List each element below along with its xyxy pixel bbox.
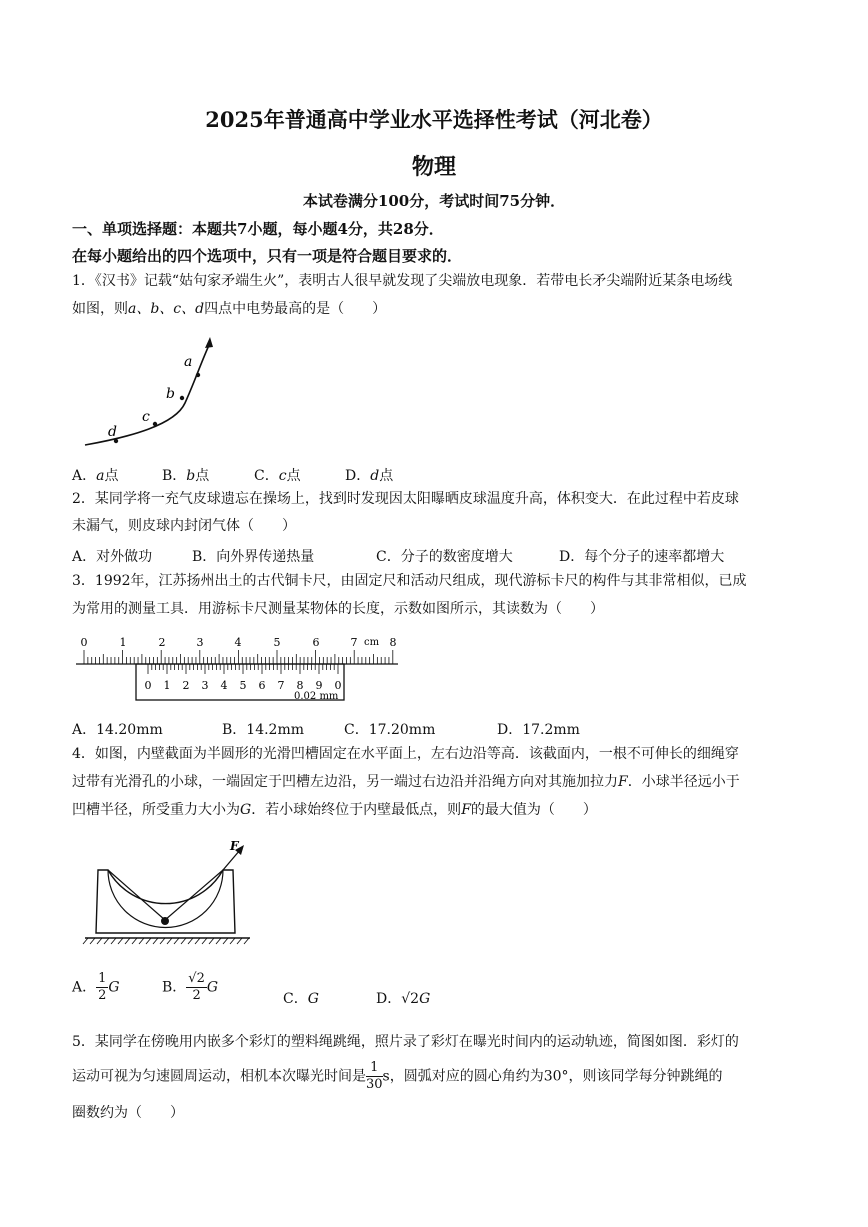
vernier-scale-ticks bbox=[148, 664, 338, 674]
option-var: G bbox=[307, 991, 319, 1007]
q4-line3-text-b: ．若小球始终位于内壁最低点，则 bbox=[251, 802, 462, 818]
ground-hatch-line bbox=[181, 938, 186, 944]
ground-hatch-line bbox=[139, 938, 144, 944]
q3-option-b[interactable]: B．14.2mm bbox=[222, 722, 305, 738]
field-line-arrow-icon bbox=[205, 337, 213, 348]
q4-line3-var: G bbox=[240, 802, 252, 818]
q4-line3-text-c: 的最大值为（ ） bbox=[470, 802, 597, 818]
ground-hatch-line bbox=[244, 938, 249, 944]
q4-line2-text-a: 过带有光滑孔的小球，一端固定于凹槽左边沿，另一端过右边沿并沿绳方向对其施加拉力 bbox=[72, 774, 618, 790]
point-c bbox=[153, 422, 157, 426]
q5-line2-text-b: ，圆弧对应的圆心角约为30°，则该同学每分钟跳绳的 bbox=[389, 1068, 723, 1085]
q2-option-c[interactable]: C．分子的数密度增大 bbox=[376, 549, 513, 565]
vernier-label: 1 bbox=[163, 679, 171, 692]
q2-option-a[interactable]: A．对外做功 bbox=[72, 549, 153, 565]
option-letter: D． bbox=[376, 991, 402, 1007]
option-letter: D． bbox=[345, 468, 371, 484]
point-a bbox=[196, 373, 200, 377]
option-var: b bbox=[186, 468, 196, 484]
ground-hatch-line bbox=[223, 938, 228, 944]
option-letter: C． bbox=[283, 991, 308, 1007]
option-letter: A． bbox=[72, 468, 97, 484]
ground-hatching bbox=[83, 938, 249, 944]
ground-hatch-line bbox=[188, 938, 193, 944]
q4-line2-text-b: ．小球半径远小于 bbox=[627, 774, 740, 790]
main-label: 3 bbox=[196, 636, 204, 649]
vernier-label: 7 bbox=[277, 679, 285, 692]
vernier-label: 8 bbox=[296, 679, 304, 692]
fraction-denominator: 2 bbox=[192, 988, 201, 1003]
option-text: 点 bbox=[195, 468, 210, 484]
option-var: c bbox=[278, 468, 287, 484]
q1-line2-vars: a、b、c、d bbox=[128, 301, 205, 317]
vernier-label: 6 bbox=[258, 679, 266, 692]
exam-title: 2025年普通高中学业水平选择性考试（河北卷） bbox=[205, 107, 663, 132]
main-label: 4 bbox=[234, 636, 242, 649]
vernier-label: 0 bbox=[144, 679, 152, 692]
q4-option-c[interactable] bbox=[283, 988, 319, 1008]
vernier-label: 0 bbox=[334, 679, 342, 692]
exposure-fraction bbox=[366, 1060, 383, 1093]
vernier-label: 5 bbox=[239, 679, 247, 692]
q4-option-b[interactable] bbox=[162, 971, 218, 1004]
ground-hatch-line bbox=[160, 938, 165, 944]
small-ball bbox=[161, 917, 169, 925]
ground-hatch-line bbox=[195, 938, 200, 944]
q5-line3: 圈数约为（ ） bbox=[72, 1105, 184, 1121]
option-text: 点 bbox=[286, 468, 301, 484]
main-label: 7 bbox=[350, 636, 358, 649]
ground-hatch-line bbox=[132, 938, 137, 944]
option-text: 点 bbox=[379, 468, 394, 484]
q5-line2-text-a: 运动可视为匀速圆周运动，相机本次曝光时间是 bbox=[72, 1068, 366, 1085]
ground-hatch-line bbox=[216, 938, 221, 944]
q3-option-d[interactable]: D．17.2mm bbox=[497, 722, 580, 738]
fraction-numerator: 1 bbox=[366, 1060, 383, 1077]
force-label: F bbox=[230, 839, 239, 853]
q1-option-a[interactable] bbox=[72, 465, 118, 485]
ground-hatch-line bbox=[230, 938, 235, 944]
ground-hatch-line bbox=[153, 938, 158, 944]
q4-line3 bbox=[72, 795, 597, 825]
option-letter: B． bbox=[162, 979, 187, 996]
ground-hatch-line bbox=[104, 938, 109, 944]
ground-hatch-line bbox=[83, 938, 88, 944]
main-scale-unit: cm bbox=[364, 637, 380, 648]
q3-line1: 3．1992年，江苏扬州出土的古代铜卡尺，由固定尺和活动尺组成，现代游标卡尺的构件与其非常相似，已成 bbox=[72, 573, 747, 589]
option-expr: √2 bbox=[401, 991, 420, 1007]
q3-option-a[interactable]: A．14.20mm bbox=[72, 722, 163, 738]
main-label: 6 bbox=[312, 636, 320, 649]
label-b: b bbox=[166, 386, 175, 402]
ground-hatch-line bbox=[174, 938, 179, 944]
exam-note: 本试卷满分100分，考试时间75分钟． bbox=[302, 192, 566, 210]
q2-line1: 2．某同学将一充气皮球遗忘在操场上，找到时发现因太阳曝晒皮球温度升高，体积变大．在此过程中若皮球 bbox=[72, 491, 739, 507]
option-var: G bbox=[419, 991, 431, 1007]
option-text: 点 bbox=[104, 468, 119, 484]
q1-field-line-figure bbox=[80, 335, 220, 450]
ground-hatch-line bbox=[111, 938, 116, 944]
label-d: d bbox=[108, 424, 117, 440]
q5-line1: 5．某同学在傍晚用内嵌多个彩灯的塑料绳跳绳，照片录了彩灯在曝光时间内的运动轨迹，简图如图．彩灯的 bbox=[72, 1034, 739, 1050]
q4-line2 bbox=[72, 767, 740, 797]
q3-vernier-caliper-figure bbox=[72, 632, 412, 704]
point-b bbox=[180, 396, 184, 400]
q4-line2-var: F bbox=[618, 774, 628, 790]
q1-line2 bbox=[72, 294, 386, 324]
vernier-label: 4 bbox=[220, 679, 228, 692]
q4-line1: 4．如图，内壁截面为半圆形的光滑凹槽固定在水平面上，左右边沿等高．该截面内，一根不可伸长的细绳穿 bbox=[72, 746, 739, 762]
vernier-label: 9 bbox=[315, 679, 323, 692]
main-scale-ticks bbox=[84, 650, 393, 664]
q1-line2-text-b: 四点中电势最高的是（ ） bbox=[204, 301, 387, 317]
subject-title: 物理 bbox=[411, 154, 456, 180]
main-label: 2 bbox=[158, 636, 166, 649]
vernier-label: 3 bbox=[201, 679, 209, 692]
fraction-denominator: 2 bbox=[98, 988, 107, 1003]
ground-hatch-line bbox=[146, 938, 151, 944]
ground-hatch-line bbox=[118, 938, 123, 944]
q5-unit: s bbox=[382, 1068, 390, 1085]
vernier-label: 2 bbox=[182, 679, 190, 692]
rope-left bbox=[108, 870, 165, 920]
main-scale-labels bbox=[81, 636, 397, 649]
ground-hatch-line bbox=[237, 938, 242, 944]
main-label: 5 bbox=[273, 636, 281, 649]
fraction-numerator: √2 bbox=[188, 971, 205, 986]
fraction bbox=[96, 971, 108, 1004]
section-heading: 一、单项选择题：本题共7小题，每小题4分，共28分． bbox=[72, 220, 444, 238]
ground-hatch-line bbox=[97, 938, 102, 944]
ground-hatch-line bbox=[90, 938, 95, 944]
fraction-denominator: 30 bbox=[366, 1077, 383, 1092]
ground-hatch-line bbox=[167, 938, 172, 944]
q1-option-d[interactable] bbox=[345, 465, 393, 485]
option-letter: B． bbox=[162, 468, 187, 484]
q4-option-d[interactable] bbox=[376, 988, 430, 1008]
force-line bbox=[223, 850, 240, 870]
option-var: G bbox=[206, 979, 219, 996]
q2-option-d[interactable]: D．每个分子的速率都增大 bbox=[559, 549, 725, 565]
section-instruction: 在每小题给出的四个选项中，只有一项是符合题目要求的． bbox=[72, 247, 463, 265]
q2-option-b[interactable]: B．向外界传递热量 bbox=[192, 549, 315, 565]
label-a: a bbox=[184, 354, 193, 370]
q5-line2 bbox=[72, 1060, 723, 1093]
vernier-scale-labels bbox=[145, 679, 342, 702]
main-label: 1 bbox=[119, 636, 127, 649]
ground-hatch-line bbox=[209, 938, 214, 944]
q4-option-a[interactable] bbox=[72, 971, 120, 1004]
ground-hatch-line bbox=[125, 938, 130, 944]
q2-line2: 未漏气，则皮球内封闭气体（ ） bbox=[72, 518, 296, 534]
main-label: 0 bbox=[80, 636, 88, 649]
q4-line3-var2: F bbox=[461, 802, 471, 818]
option-var: a bbox=[96, 468, 105, 484]
q4-line3-text-a: 凹槽半径，所受重力大小为 bbox=[72, 802, 240, 818]
q1-option-c[interactable] bbox=[254, 465, 301, 485]
option-var: G bbox=[108, 979, 120, 996]
q1-line2-text-a: 如图，则 bbox=[72, 301, 128, 317]
ground-hatch-line bbox=[202, 938, 207, 944]
label-c: c bbox=[142, 409, 150, 425]
q4-groove-figure bbox=[80, 838, 255, 948]
option-letter: A． bbox=[72, 979, 97, 996]
q1-option-b[interactable] bbox=[162, 465, 209, 485]
rope-right bbox=[165, 870, 223, 920]
fraction-numerator: 1 bbox=[98, 971, 107, 986]
q3-option-c[interactable]: C．17.20mm bbox=[344, 722, 436, 738]
main-label: 8 bbox=[389, 636, 397, 649]
q1-line1: 1．《汉书》记载“姑句家矛端生火”，表明古人很早就发现了尖端放电现象．若带电长矛尖端附近某条电场线 bbox=[72, 273, 733, 289]
q3-line2: 为常用的测量工具．用游标卡尺测量某物体的长度，示数如图所示，其读数为（ ） bbox=[72, 601, 604, 617]
option-var: d bbox=[370, 468, 380, 484]
vernier-precision: 0.02 mm bbox=[294, 691, 339, 702]
option-letter: C． bbox=[254, 468, 279, 484]
fraction bbox=[186, 971, 207, 1004]
